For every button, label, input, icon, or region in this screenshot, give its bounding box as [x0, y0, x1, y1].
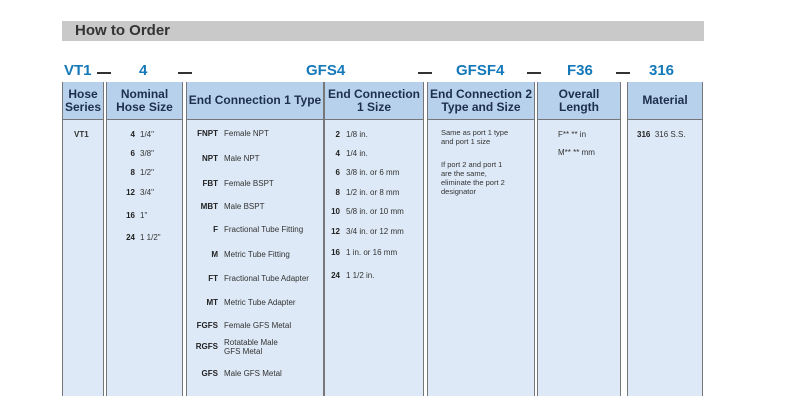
material-label: 316 S.S. [654, 130, 686, 139]
code-end-connection-2: GFSF4 [456, 62, 505, 79]
end-conn-1-size-code: 10 [331, 207, 340, 216]
col-hose-series [62, 82, 104, 396]
code-separator [527, 72, 541, 74]
material-value [637, 130, 686, 139]
end-conn-1-size-label: 1/8 in. [346, 130, 368, 139]
end-conn-1-type-code: M [211, 250, 218, 259]
end-conn-1-type-code: F [213, 225, 218, 234]
end-conn-1-type-code: FT [208, 274, 218, 283]
end-conn-1-size-code: 24 [331, 271, 340, 280]
end-conn-1-size-code: 12 [331, 227, 340, 236]
end-conn-1-size-label: 3/4 in. or 12 mm [346, 227, 404, 236]
end-conn-2-note: Same as port 1 type and port 1 size [441, 128, 509, 146]
end-conn-1-size-label: 3/8 in. or 6 mm [346, 168, 400, 177]
nominal-size-label: 1 1/2" [140, 233, 161, 242]
col-overall-length [537, 82, 621, 396]
header-hose-series: Hose Series [63, 82, 103, 120]
code-nominal-size: 4 [139, 62, 148, 79]
nominal-size-code: 4 [130, 130, 135, 139]
nominal-size-label: 3/4" [140, 188, 154, 197]
overall-length-value: M** ** mm [558, 148, 595, 157]
end-conn-1-size-code: 4 [335, 149, 340, 158]
nominal-size-label: 1/2" [140, 168, 154, 177]
material-code: 316 [637, 130, 651, 139]
code-end-connection-1: GFS4 [306, 62, 346, 79]
nominal-size-label: 1/4" [140, 130, 154, 139]
end-conn-2-note: If port 2 and port 1 are the same, eliminate the port 2 designator [441, 160, 505, 196]
header-nominal-size: Nominal Hose Size [107, 82, 182, 120]
end-conn-1-type-code: MBT [200, 202, 218, 211]
end-conn-1-size-label: 5/8 in. or 10 mm [346, 207, 404, 216]
end-conn-1-size-code: 2 [335, 130, 340, 139]
end-conn-1-size-label: 1 1/2 in. [346, 271, 375, 280]
code-material: 316 [649, 62, 675, 79]
end-conn-1-type-label: Female BSPT [224, 179, 274, 188]
end-conn-1-type-label: Metric Tube Fitting [224, 250, 290, 259]
end-conn-1-type-code: NPT [202, 154, 218, 163]
col-end-conn-1-type [186, 82, 324, 396]
end-conn-1-type-label: Fractional Tube Adapter [224, 274, 309, 283]
end-conn-1-type-label: Metric Tube Adapter [224, 298, 296, 307]
end-conn-1-size-code: 16 [331, 248, 340, 257]
end-conn-1-type-code: FGFS [196, 321, 218, 330]
nominal-size-code: 24 [126, 233, 135, 242]
code-separator [97, 72, 111, 74]
header-end-conn-1-type: End Connection 1 Type [187, 82, 323, 120]
section-title: How to Order [75, 22, 171, 39]
end-conn-1-type-label: Male BSPT [224, 202, 265, 211]
code-hose-series: VT1 [64, 62, 92, 79]
header-end-conn-2: End Connection 2 Type and Size [428, 82, 534, 120]
nominal-size-label: 3/8" [140, 149, 154, 158]
end-conn-1-type-code: RGFS [195, 342, 218, 351]
header-end-conn-1-size: End Connection 1 Size [325, 82, 423, 120]
col-nominal-size [106, 82, 183, 396]
col-material [627, 82, 703, 396]
nominal-size-code: 12 [126, 188, 135, 197]
end-conn-1-type-code: MT [206, 298, 218, 307]
end-conn-1-type-label: Female NPT [224, 129, 269, 138]
end-conn-1-size-code: 6 [335, 168, 340, 177]
end-conn-1-type-label: Male NPT [224, 154, 260, 163]
end-conn-1-type-label: Fractional Tube Fitting [224, 225, 304, 234]
overall-length-value: F** ** in [558, 130, 587, 139]
order-table [62, 82, 703, 396]
nominal-size-code: 16 [126, 211, 135, 220]
col-end-conn-2 [427, 82, 535, 396]
end-conn-1-type-code: FNPT [197, 129, 218, 138]
end-conn-1-size-code: 8 [335, 188, 340, 197]
code-separator [178, 72, 192, 74]
nominal-size-code: 6 [130, 149, 135, 158]
nominal-size-code: 8 [130, 168, 135, 177]
end-conn-1-size-label: 1/2 in. or 8 mm [346, 188, 400, 197]
header-material: Material [628, 82, 702, 120]
end-conn-1-size-label: 1 in. or 16 mm [346, 248, 398, 257]
end-conn-1-type-label: Rotatable Male GFS Metal [224, 338, 278, 356]
end-conn-1-type-label: Female GFS Metal [224, 321, 292, 330]
hose-series-value: VT1 [74, 130, 89, 139]
col-end-conn-1-size [324, 82, 424, 396]
code-overall-length: F36 [567, 62, 593, 79]
section-title-bar [62, 21, 704, 41]
header-overall-length: Overall Length [538, 82, 620, 120]
code-separator [616, 72, 630, 74]
end-conn-1-type-code: GFS [201, 369, 218, 378]
end-conn-1-type-code: FBT [202, 179, 218, 188]
nominal-size-label: 1" [140, 211, 148, 220]
code-separator [418, 72, 432, 74]
end-conn-1-type-label: Male GFS Metal [224, 369, 282, 378]
end-conn-1-size-label: 1/4 in. [346, 149, 368, 158]
